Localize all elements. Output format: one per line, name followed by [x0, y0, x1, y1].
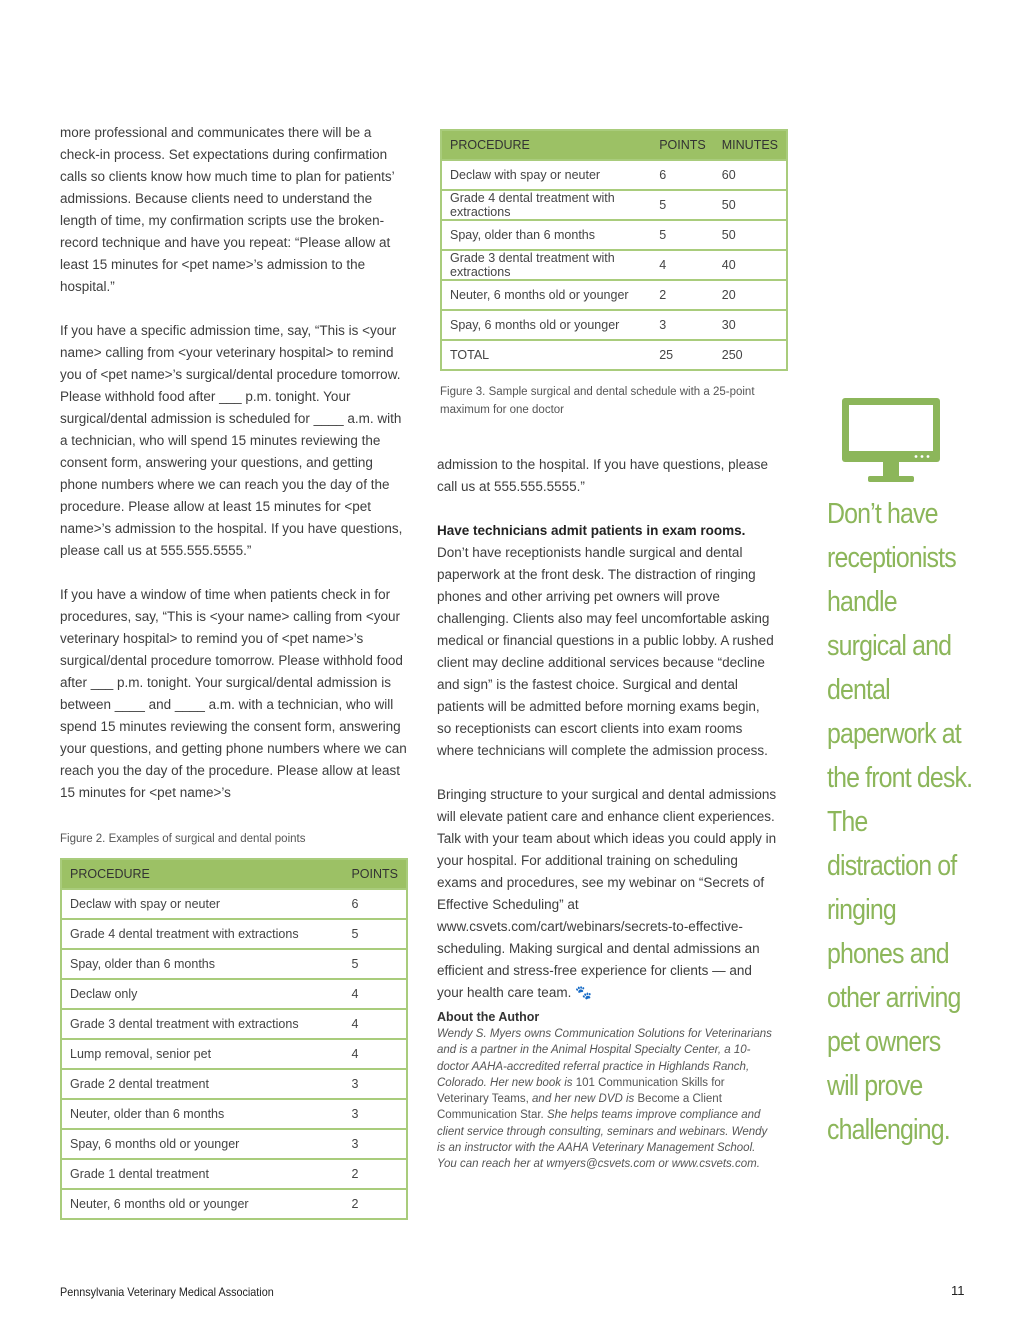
bio-text: She helps teams improve compliance and client service through consulting, seminars and webinars. Wendy is an instructor with the AAHA Veterinary Management School. You can reach her at wmyers@csvets.com or www.csvets.com.: [437, 1109, 768, 1171]
procedure-cell: Grade 4 dental treatment with extractions: [442, 189, 651, 219]
monitor-dot: [927, 455, 930, 458]
paragraph-exam-rooms: [437, 520, 777, 762]
table-row: [442, 309, 786, 339]
monitor-dot: [915, 455, 918, 458]
procedure-cell: Lump removal, senior pet: [62, 1038, 343, 1068]
dvd-title: Become a Client Communication Star.: [437, 1093, 722, 1122]
paragraph-window-time: If you have a window of time when patients check in for procedures, say, “This is <your name> calling from <your veterinary hospital> to remind you of <pet name>’s surgical/dental procedure tomorrow. Please withhold food after ___ p.m. tonight. Your surgical/dental admission is between ____ and ____ a.m. with a technician, who will spend 15 minutes reviewing the consent form, answering your questions, and getting phone numbers where we can reach you the day of the procedure. Please allow at least 15 minutes for <pet name>’s: [60, 587, 407, 800]
header-procedure: PROCEDURE: [442, 131, 651, 159]
procedure-cell: Neuter, 6 months old or younger: [442, 279, 651, 309]
left-column: [60, 122, 408, 826]
procedure-cell: Declaw with spay or neuter: [62, 888, 343, 918]
points-cell: 6: [343, 888, 406, 918]
author-bio: [437, 1026, 777, 1173]
table-row: [442, 249, 786, 279]
table-row: [62, 1068, 406, 1098]
bio-text: Wendy S. Myers owns Communication Solutions for Veterinarians and is a partner in the Animal Hospital Specialty Center, a 10-doctor AAHA-accredited referral practice in Highlands Ranch, Colorado. Her new book is: [437, 1028, 772, 1089]
table-row: [442, 219, 786, 249]
table-header-row: [62, 860, 406, 888]
procedure-cell: Grade 3 dental treatment with extractions: [62, 1008, 343, 1038]
paragraph-body: Bringing structure to your surgical and dental admissions will elevate patient care and enhance client experiences. Talk with your team about which ideas you could apply in your hospital. For additional training on scheduling exams and procedures, see my webinar on “Secrets of Effective Scheduling” at www.csvets.com/cart/webinars/secrets-to-effective-scheduling. Making surgical and dental admissions an efficient and stress-free experience for clients — and your health care team.: [437, 787, 777, 1000]
bio-text: and her new DVD is: [528, 1093, 638, 1106]
monitor-dot: [921, 455, 924, 458]
monitor-base: [868, 476, 914, 482]
header-procedure: PROCEDURE: [62, 860, 343, 888]
procedure-cell: Declaw with spay or neuter: [442, 159, 651, 189]
figure3-caption: Figure 3. Sample surgical and dental schedule with a 25-point maximum for one doctor: [440, 386, 755, 416]
procedure-cell: Spay, older than 6 months: [62, 948, 343, 978]
table-row: [62, 948, 406, 978]
paw-print-icon: 🐾: [575, 985, 592, 1000]
monitor-screen: [849, 405, 933, 451]
minutes-cell: 250: [714, 339, 786, 369]
table-row: [62, 1098, 406, 1128]
paragraph-body: Don’t have receptionists handle surgical and dental paperwork at the front desk. The distraction of ringing phones and other arriving pet owners will prove challenging. Clients also may feel uncomfortable asking medical or financial questions in a public lobby. A rushed client may decline additional services because “decline and sign” is the fastest choice. Surgical and dental patients will be admitted before morning exams begin, so receptionists can escort clients into exam rooms where technicians will complete the admission process.: [437, 545, 774, 758]
table-row: [62, 1188, 406, 1218]
header-points: POINTS: [651, 131, 714, 159]
procedure-cell: Grade 2 dental treatment: [62, 1068, 343, 1098]
minutes-cell: 60: [714, 159, 786, 189]
points-cell: 4: [343, 1038, 406, 1068]
figure3-schedule-table: [440, 129, 788, 371]
procedure-cell: Declaw only: [62, 978, 343, 1008]
author-heading: About the Author: [437, 1010, 540, 1024]
procedure-cell: Neuter, older than 6 months: [62, 1098, 343, 1128]
procedure-cell: Grade 4 dental treatment with extractions: [62, 918, 343, 948]
procedure-cell: Grade 3 dental treatment with extractions: [442, 249, 651, 279]
table-row: [62, 918, 406, 948]
table-row: [62, 978, 406, 1008]
points-cell: 3: [343, 1068, 406, 1098]
minutes-cell: 30: [714, 309, 786, 339]
table-header-row: [442, 131, 786, 159]
procedure-cell: Grade 1 dental treatment: [62, 1158, 343, 1188]
points-cell: 4: [343, 978, 406, 1008]
figure2-caption: Figure 2. Examples of surgical and dental points: [60, 833, 306, 845]
points-cell: 2: [651, 279, 714, 309]
points-cell: 3: [343, 1128, 406, 1158]
table-row: [442, 189, 786, 219]
points-cell: 3: [651, 309, 714, 339]
points-cell: 25: [651, 339, 714, 369]
table-total-row: [442, 339, 786, 369]
points-cell: 5: [651, 219, 714, 249]
table-row: [62, 1158, 406, 1188]
table-row: [62, 1008, 406, 1038]
points-cell: 3: [343, 1098, 406, 1128]
header-points: POINTS: [343, 860, 406, 888]
minutes-cell: 50: [714, 219, 786, 249]
paragraph-confirmation: more professional and communicates there will be a check-in process. Set expectations during confirmation calls so clients know how much time to plan for patients’ admissions. Because clients need to understand the length of time, my confirmation scripts use the broken-record technique and have you repeat: “Please allow at least 15 minutes for <pet name>’s admission to the hospital.”: [60, 125, 395, 294]
procedure-cell: Neuter, 6 months old or younger: [62, 1188, 343, 1218]
monitor-neck: [883, 462, 899, 476]
about-the-author: [437, 1008, 777, 1173]
computer-monitor-icon: [840, 396, 942, 492]
paragraph-conclusion: [437, 784, 777, 1004]
minutes-cell: 20: [714, 279, 786, 309]
paragraph-admission-end: admission to the hospital. If you have questions, please call us at 555.555.5555.”: [437, 457, 768, 494]
points-cell: 4: [651, 249, 714, 279]
table-row: [442, 279, 786, 309]
points-cell: 2: [343, 1188, 406, 1218]
procedure-cell: Spay, 6 months old or younger: [62, 1128, 343, 1158]
page-number: 11: [951, 1283, 965, 1298]
points-cell: 5: [343, 948, 406, 978]
minutes-cell: 40: [714, 249, 786, 279]
pull-quote: Don’t have receptionists handle surgical and dental paperwork at the front desk. The distraction of ringing phones and other arriving pet owners will prove challenging.: [827, 498, 973, 1146]
points-cell: 2: [343, 1158, 406, 1188]
points-cell: 4: [343, 1008, 406, 1038]
book-title: 101 Communication Skills for Veterinary Teams,: [437, 1076, 725, 1106]
procedure-cell: Spay, 6 months old or younger: [442, 309, 651, 339]
points-cell: 6: [651, 159, 714, 189]
table-row: [62, 888, 406, 918]
points-cell: 5: [651, 189, 714, 219]
points-cell: 5: [343, 918, 406, 948]
minutes-cell: 50: [714, 189, 786, 219]
table-row: [62, 1128, 406, 1158]
table-row: [62, 1038, 406, 1068]
paragraph-specific-time: If you have a specific admission time, say, “This is <your name> calling from <your veterinary hospital> to remind you of <pet name>’s surgical/dental procedure tomorrow. Please withhold food after ___ p.m. tonight. Your surgical/dental admission is scheduled for ____ a.m. with a technician, who will spend 15 minutes reviewing the consent form, answering your questions, and getting phone numbers where we can reach you the day of the procedure. Please allow at least 15 minutes for <pet name>’s admission to the hospital. If you have questions, please call us at 555.555.5555.”: [60, 323, 403, 558]
table-row: [442, 159, 786, 189]
procedure-cell: TOTAL: [442, 339, 651, 369]
procedure-cell: Spay, older than 6 months: [442, 219, 651, 249]
figure2-points-table: [60, 858, 408, 1220]
paragraph-lead-heading: Have technicians admit patients in exam rooms.: [437, 523, 746, 538]
header-minutes: MINUTES: [714, 131, 786, 159]
publication-name: Pennsylvania Veterinary Medical Association: [60, 1285, 274, 1299]
middle-column: [437, 454, 777, 1026]
